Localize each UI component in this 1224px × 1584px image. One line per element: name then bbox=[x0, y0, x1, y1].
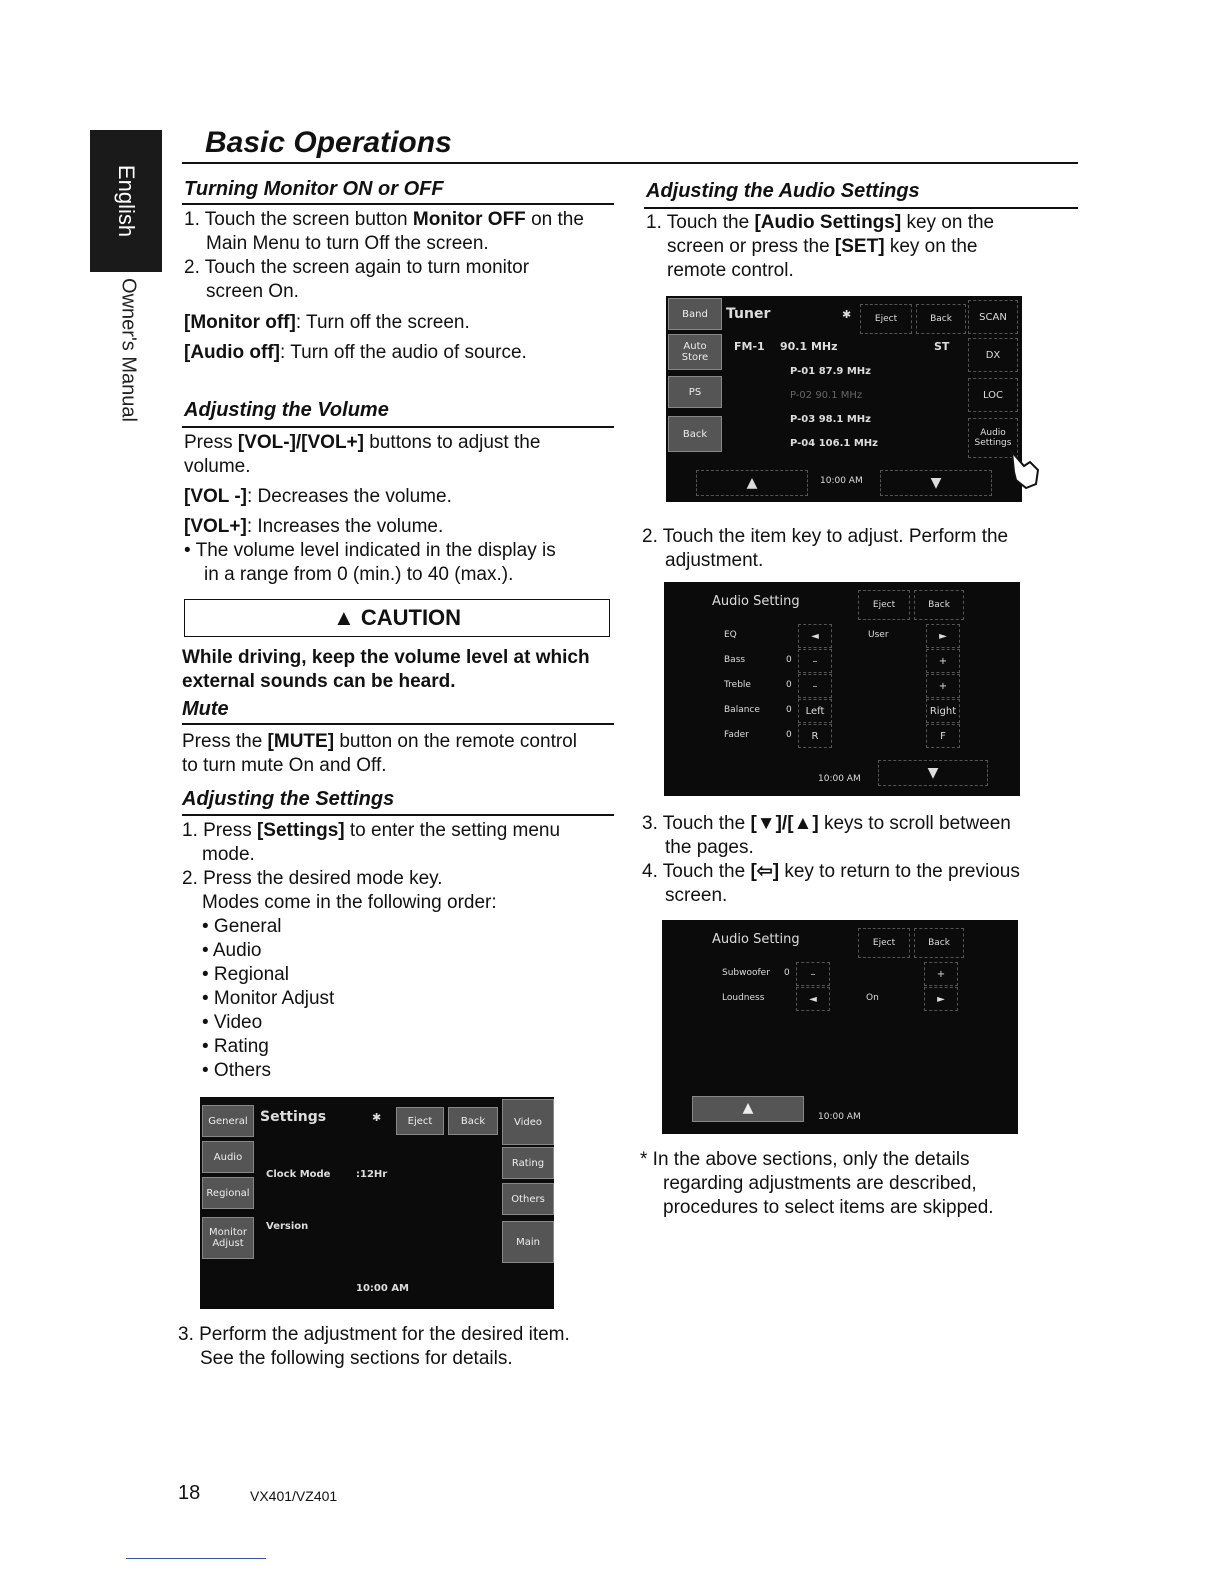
tuner-title: Tuner bbox=[726, 306, 771, 322]
stereo-indicator: ST bbox=[934, 340, 950, 353]
mute-line2: to turn mute On and Off. bbox=[182, 755, 387, 776]
mode-item: • Video bbox=[202, 1012, 263, 1033]
title-rule bbox=[182, 162, 1078, 164]
clock-mode-label: Clock Mode bbox=[266, 1169, 331, 1180]
increase-button[interactable]: ► bbox=[926, 624, 960, 648]
auto-store-button[interactable]: Auto Store bbox=[668, 334, 722, 370]
monitor-adjust-button[interactable]: Monitor Adjust bbox=[202, 1217, 254, 1259]
volume-line1-cont: volume. bbox=[184, 456, 251, 477]
audio-heading: Adjusting the Audio Settings bbox=[646, 180, 920, 202]
monitor-def1-text: : Turn off the screen. bbox=[295, 312, 470, 333]
setting-label: Bass bbox=[724, 655, 746, 665]
volume-heading: Adjusting the Volume bbox=[184, 399, 389, 421]
setting-value: 0 bbox=[786, 705, 792, 715]
mode-item: • Monitor Adjust bbox=[202, 988, 335, 1009]
setting-label: Fader bbox=[724, 730, 749, 740]
audio-note bbox=[640, 1148, 1080, 1220]
bluetooth-icon: ✱ bbox=[842, 308, 852, 321]
volume-def1-text: : Decreases the volume. bbox=[246, 486, 452, 507]
preset-4[interactable]: P-04 106.1 MHz bbox=[790, 438, 878, 449]
bluetooth-icon: ✱ bbox=[372, 1111, 382, 1124]
volume-line1b: buttons to adjust the bbox=[369, 432, 541, 453]
setting-label: Balance bbox=[724, 705, 760, 715]
language-label: English bbox=[114, 164, 139, 238]
monitor-steps bbox=[184, 208, 624, 304]
settings-step1b: to enter the setting menu bbox=[349, 820, 561, 841]
tuner-eject-button[interactable]: Eject bbox=[860, 304, 912, 334]
arrow-up-icon: ▲ bbox=[746, 475, 758, 491]
audio-setting-title: Audio Setting bbox=[712, 594, 800, 609]
clock-mode-value: :12Hr bbox=[356, 1169, 388, 1180]
audio2-clock: 10:00 AM bbox=[818, 1112, 861, 1122]
page-title: Basic Operations bbox=[205, 126, 452, 159]
footer-line bbox=[126, 1558, 266, 1559]
decrease-button[interactable]: ◄ bbox=[798, 624, 832, 648]
note-line1: * In the above sections, only the details bbox=[640, 1149, 970, 1170]
audio-step1 bbox=[646, 211, 1086, 283]
monitor-step2-cont: screen On. bbox=[206, 281, 299, 302]
audio-step1-c2b: key on the bbox=[889, 236, 978, 257]
audio-setting-screen-2 bbox=[662, 920, 1018, 1134]
volume-def2-key: [VOL+] bbox=[184, 516, 247, 537]
audio-setting-screen-1 bbox=[664, 582, 1020, 796]
settings-step3 bbox=[178, 1323, 618, 1371]
monitor-def1 bbox=[184, 311, 470, 335]
arrow-down-icon: ▼ bbox=[930, 475, 942, 491]
rating-button[interactable]: Rating bbox=[502, 1147, 554, 1179]
tuner-back-top-button[interactable]: Back bbox=[916, 304, 966, 334]
scroll-keys: [▼]/[▲] bbox=[750, 813, 819, 834]
decrease-button[interactable]: – bbox=[798, 649, 832, 673]
clock-display: 10:00 AM bbox=[356, 1283, 410, 1294]
monitor-step1-key: Monitor OFF bbox=[412, 209, 526, 230]
volume-intro bbox=[184, 431, 624, 479]
audio-rule bbox=[644, 207, 1078, 209]
audio2-scroll-up-button[interactable] bbox=[692, 1096, 804, 1122]
volume-bullet: • The volume level indicated in the display is bbox=[184, 540, 556, 561]
volume-key: [VOL-]/[VOL+] bbox=[237, 432, 364, 453]
setting-label: Subwoofer bbox=[722, 968, 770, 978]
arrow-up-icon: ▲ bbox=[742, 1100, 754, 1117]
video-button[interactable]: Video bbox=[502, 1099, 554, 1145]
manual-side-label bbox=[98, 280, 158, 420]
audio2-back-button[interactable]: Back bbox=[914, 928, 964, 958]
settings-step1a: 1. Press bbox=[182, 820, 252, 841]
audio-step1-c2a: screen or press the bbox=[667, 236, 830, 257]
monitor-step2: 2. Touch the screen again to turn monitor bbox=[184, 257, 530, 278]
volume-bullet-cont: in a range from 0 (min.) to 40 (max.). bbox=[204, 564, 514, 585]
audio-setting-title-2: Audio Setting bbox=[712, 932, 800, 947]
setting-current: User bbox=[868, 630, 889, 640]
mode-item: • General bbox=[202, 916, 282, 937]
warning-icon: ▲ bbox=[332, 605, 355, 630]
eject-button[interactable]: Eject bbox=[396, 1107, 444, 1135]
main-button[interactable]: Main bbox=[502, 1221, 554, 1263]
increase-button[interactable]: F bbox=[926, 724, 960, 748]
mute-key: [MUTE] bbox=[267, 731, 335, 752]
volume-def1 bbox=[184, 485, 452, 509]
audio-step4b: key to return to the previous bbox=[784, 861, 1020, 882]
setting-label: Loudness bbox=[722, 993, 765, 1003]
audio-step2-cont: adjustment. bbox=[665, 550, 764, 571]
monitor-step1: 1. Touch the screen button bbox=[184, 209, 408, 230]
settings-step1-cont: mode. bbox=[202, 844, 255, 865]
monitor-def2-text: : Turn off the audio of source. bbox=[280, 342, 527, 363]
audio-step3-cont: the pages. bbox=[665, 837, 754, 858]
setting-label: EQ bbox=[724, 630, 737, 640]
settings-screen bbox=[200, 1097, 554, 1309]
caution-line2: external sounds can be heard. bbox=[182, 671, 456, 692]
others-button[interactable]: Others bbox=[502, 1183, 554, 1215]
audio2-eject-button[interactable]: Eject bbox=[858, 928, 910, 958]
mute-line1a: Press the bbox=[182, 731, 263, 752]
setting-label: Treble bbox=[724, 680, 751, 690]
mode-item: • Audio bbox=[202, 940, 262, 961]
loc-button[interactable]: LOC bbox=[968, 378, 1018, 412]
scroll-down-button[interactable] bbox=[880, 470, 992, 496]
monitor-def1-key: [Monitor off] bbox=[184, 312, 296, 333]
audio-step3b: keys to scroll between bbox=[823, 813, 1011, 834]
decrease-button[interactable]: ◄ bbox=[796, 987, 830, 1011]
version-label: Version bbox=[266, 1221, 309, 1232]
decrease-button[interactable]: – bbox=[796, 962, 830, 986]
audio-eject-button[interactable]: Eject bbox=[858, 590, 910, 620]
general-button[interactable]: General bbox=[202, 1105, 254, 1137]
mode-item: • Rating bbox=[202, 1036, 269, 1057]
audio-clock: 10:00 AM bbox=[818, 774, 861, 784]
audio-step3a: 3. Touch the bbox=[642, 813, 746, 834]
modes-list bbox=[182, 915, 622, 1083]
caution-line1: While driving, keep the volume level at which bbox=[182, 647, 590, 668]
manual-label: Owner's Manual bbox=[117, 278, 140, 422]
monitor-step1-cont: Main Menu to turn Off the screen. bbox=[206, 233, 489, 254]
increase-button[interactable]: + bbox=[926, 649, 960, 673]
frequency-display: 90.1 MHz bbox=[780, 340, 838, 353]
back-button[interactable]: Back bbox=[448, 1107, 498, 1135]
settings-key: [Settings] bbox=[256, 820, 345, 841]
ps-button[interactable]: PS bbox=[668, 376, 722, 408]
note-line3: procedures to select items are skipped. bbox=[663, 1197, 994, 1218]
volume-line1a: Press bbox=[184, 432, 233, 453]
scan-button[interactable]: SCAN bbox=[968, 300, 1018, 334]
caution-label: CAUTION bbox=[360, 605, 462, 630]
preset-2[interactable]: P-02 90.1 MHz bbox=[790, 390, 863, 401]
volume-def2-text: : Increases the volume. bbox=[246, 516, 444, 537]
increase-button[interactable]: ► bbox=[924, 987, 958, 1011]
audio-step2-line: 2. Touch the item key to adjust. Perform the bbox=[642, 526, 1009, 547]
mode-item: • Regional bbox=[202, 964, 289, 985]
volume-rule bbox=[182, 426, 614, 428]
audio-step1a: 1. Touch the bbox=[646, 212, 750, 233]
decrease-button[interactable]: R bbox=[798, 724, 832, 748]
settings-step2: 2. Press the desired mode key. bbox=[182, 868, 443, 889]
monitor-def2-key: [Audio off] bbox=[184, 342, 281, 363]
set-key: [SET] bbox=[834, 236, 885, 257]
audio-back-button[interactable]: Back bbox=[914, 590, 964, 620]
arrow-down-icon: ▼ bbox=[927, 765, 939, 781]
setting-current: On bbox=[866, 993, 879, 1003]
audio-step4-cont: screen. bbox=[665, 885, 728, 906]
tuner-clock: 10:00 AM bbox=[820, 476, 863, 486]
settings-step2-cont: Modes come in the following order: bbox=[202, 892, 497, 913]
audio-scroll-down-button[interactable] bbox=[878, 760, 988, 786]
monitor-heading: Turning Monitor ON or OFF bbox=[184, 178, 444, 200]
caution-box bbox=[184, 599, 610, 637]
regional-button[interactable]: Regional bbox=[202, 1177, 254, 1209]
dx-button[interactable]: DX bbox=[968, 338, 1018, 372]
scroll-up-button[interactable] bbox=[696, 470, 808, 496]
preset-1[interactable]: P-01 87.9 MHz bbox=[790, 366, 871, 377]
audio-step4a: 4. Touch the bbox=[642, 861, 746, 882]
tuner-back-button[interactable]: Back bbox=[668, 416, 722, 452]
note-line2: regarding adjustments are described, bbox=[663, 1173, 977, 1194]
audio-settings-button[interactable]: Audio Settings bbox=[968, 418, 1018, 458]
setting-value: 0 bbox=[786, 680, 792, 690]
volume-def2 bbox=[184, 515, 624, 587]
caution-text bbox=[182, 646, 622, 694]
mute-line1b: button on the remote control bbox=[339, 731, 577, 752]
increase-button[interactable]: Right bbox=[926, 699, 960, 723]
setting-value: 0 bbox=[786, 655, 792, 665]
setting-value: 0 bbox=[786, 730, 792, 740]
decrease-button[interactable]: Left bbox=[798, 699, 832, 723]
settings-steps bbox=[182, 819, 622, 1083]
language-tab bbox=[90, 130, 162, 272]
setting-value: 0 bbox=[784, 968, 790, 978]
band-button[interactable]: Band bbox=[668, 298, 722, 330]
increase-button[interactable]: + bbox=[924, 962, 958, 986]
audio-step1b: key on the bbox=[906, 212, 995, 233]
increase-button[interactable]: + bbox=[926, 674, 960, 698]
audio-step3-4 bbox=[642, 812, 1082, 908]
model-number: VX401/VZ401 bbox=[250, 1488, 338, 1504]
audio-step2 bbox=[642, 525, 1082, 573]
audio-settings-key: [Audio Settings] bbox=[754, 212, 902, 233]
return-key: [⇦] bbox=[750, 861, 780, 882]
monitor-rule bbox=[182, 203, 614, 205]
settings-rule bbox=[182, 814, 614, 816]
mode-item: • Others bbox=[202, 1060, 271, 1081]
pointing-hand-icon bbox=[1004, 448, 1040, 490]
mute-text bbox=[182, 730, 622, 778]
audio-button[interactable]: Audio bbox=[202, 1141, 254, 1173]
monitor-def2 bbox=[184, 341, 527, 365]
preset-3[interactable]: P-03 98.1 MHz bbox=[790, 414, 871, 425]
band-display: FM-1 bbox=[734, 340, 765, 353]
mute-heading: Mute bbox=[182, 698, 229, 720]
volume-def1-key: [VOL -] bbox=[184, 486, 247, 507]
monitor-step1-end: on the bbox=[531, 209, 584, 230]
tuner-screen bbox=[666, 296, 1022, 502]
audio-step1-c3: remote control. bbox=[667, 260, 794, 281]
mute-rule bbox=[182, 723, 614, 725]
settings-screen-title: Settings bbox=[260, 1109, 327, 1125]
settings-step3-line: 3. Perform the adjustment for the desired item. bbox=[178, 1324, 570, 1345]
settings-step3-cont: See the following sections for details. bbox=[200, 1348, 513, 1369]
settings-heading: Adjusting the Settings bbox=[182, 788, 395, 810]
decrease-button[interactable]: – bbox=[798, 674, 832, 698]
page-number: 18 bbox=[178, 1482, 201, 1504]
